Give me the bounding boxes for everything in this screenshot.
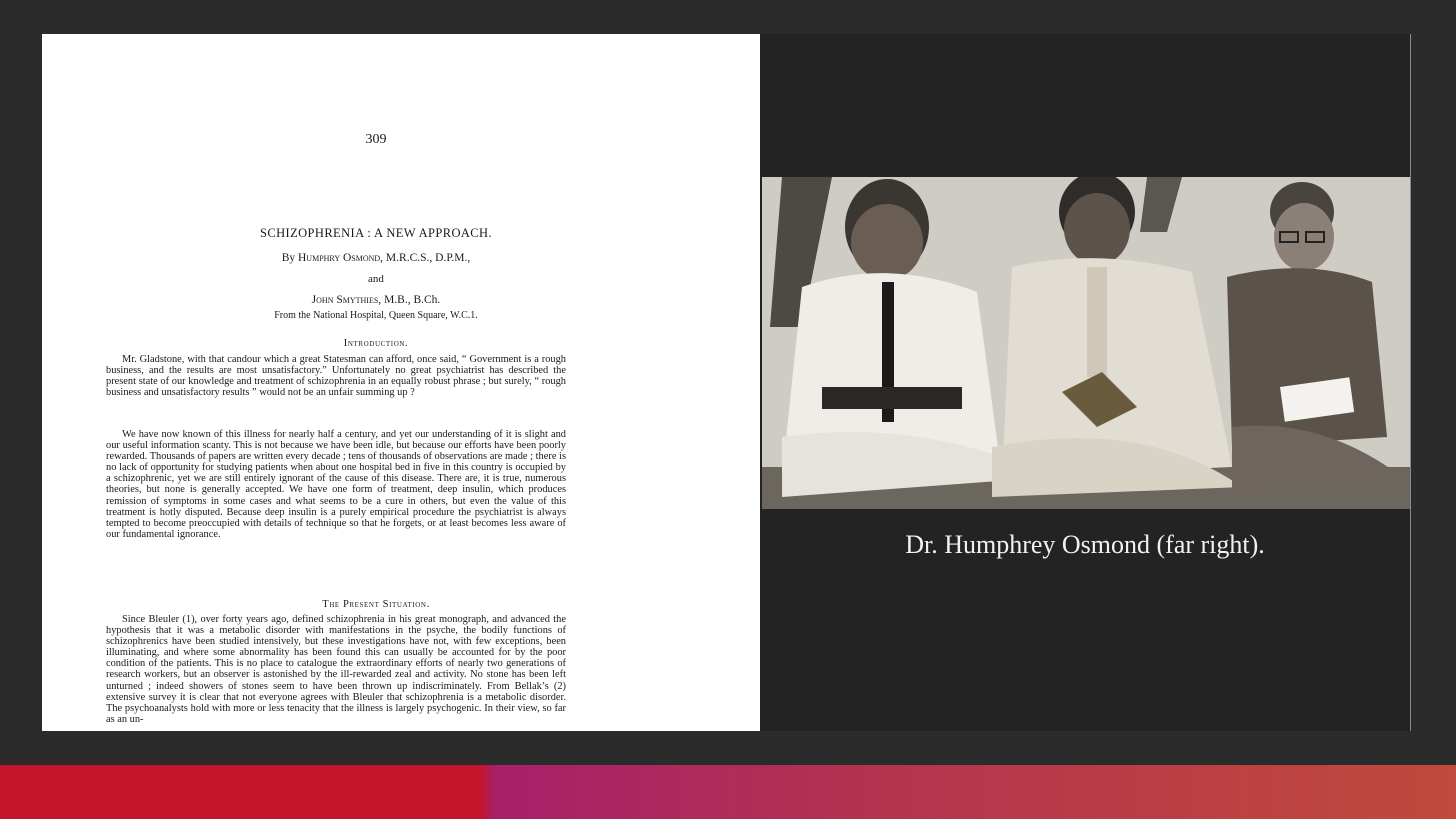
historical-photo [762,177,1410,509]
heading-present-situation: The Present Situation. [322,599,430,610]
author-1-credentials: M.R.C.S., D.P.M., [385,252,471,264]
paragraph-2: We have now known of this illness for nearly half a century, and yet our understanding of it is slight and our useful information scanty. This is not because we have been idle, but because our efforts have been poorly rewarded. Thousands of papers are written every decade ; tens of thousands of observations are made ; there is no lack of opportunity for studying patients when about one hospital bed in five in this country is occupied by a schizophrenic, yet we are still entirely ignorant of the cause of this disease. There are, it is true, numerous theories, but none is generally accepted. We have one form of treatment, deep insulin, which produces remission of symptoms in some cases and what seems to be a cure in others, but even the value of this treatment is hotly disputed. Because deep insulin is a purely empirical procedure the psychiatrist is always tempted to become preoccupied with details of technique so that he forgets, or at least becomes less aware of our fundamental ignorance. [106,429,566,540]
paragraph-3: Since Bleuler (1), over forty years ago, defined schizophrenia in his great monograph, and advanced the hypothesis that it was a metabolic disorder with manifestations in the psyche, the bodily functions of schizophrenics have been studied intensively, but these investigations have not, with few exceptions, been illuminating, and where some abnormality has been found this can usually be accounted for by the poor condition of the patients. This is no place to catalogue the extraordinary efforts of nearly two generations of research workers, but an observer is astonished by the ill-rewarded zeal and activity. No stone has been left unturned ; indeed showers of stones seem to have been thrown up indiscriminately. From Bellak’s (2) extensive survey it is clear that not everyone agrees with Bleuler that schizophrenia is a metabolic disorder. The psychoanalysts hold with more or less tenacity that the illness is largely psychogenic. In their view, so far as an un- [106,614,566,725]
author-2-credentials: M.B., B.Ch. [384,294,441,306]
affiliation: From the National Hospital, Queen Square, W.C.1. [274,310,478,321]
and-line: and [368,273,384,285]
author-1-name: Humphry Osmond, [298,252,384,264]
page-number: 309 [365,132,387,147]
author-2-name: John Smythies, [311,294,382,306]
heading-introduction: Introduction. [343,338,409,349]
article-title: SCHIZOPHRENIA : A NEW APPROACH. [260,226,492,240]
panel-edge-divider [1410,34,1411,731]
photo-caption: Dr. Humphrey Osmond (far right). [905,530,1265,559]
author-line-1 [42,252,710,264]
scanned-article-page [42,34,760,731]
photo-illustration [762,177,1410,509]
author-line-2 [42,294,710,306]
author-prefix: By [281,252,296,264]
paragraph-1: Mr. Gladstone, with that candour which a great Statesman can afford, once said, “ Government is a rough business, and the results are most unsatisfactory.” Unfortunately no great psychiatrist has described the present state of our knowledge and treatment of schizophrenia in an equally robust phrase ; but surely, “ rough business and unsatisfactory results ” would not be an unfair summing up ? [106,354,566,399]
bottom-gradient-bar [0,765,1456,819]
